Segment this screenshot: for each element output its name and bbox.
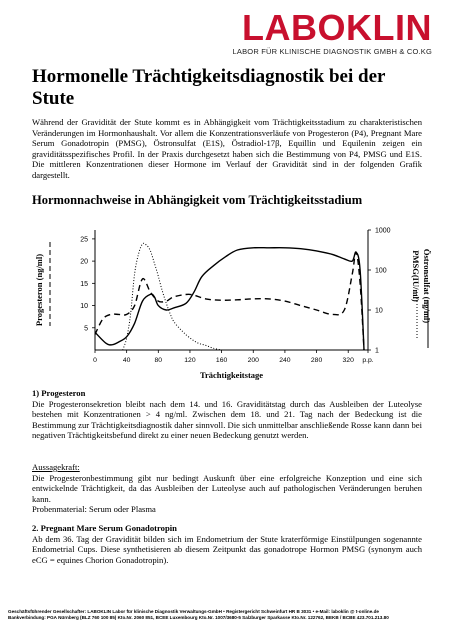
laboklin-logo (232, 7, 432, 56)
y-left-tick-label: 20 (80, 258, 88, 266)
y-left-tick-label: 5 (84, 325, 88, 333)
solid-series-line (95, 248, 364, 350)
pmsg-section (32, 523, 422, 565)
probenmaterial-text: Probenmaterial: Serum oder Plasma (32, 504, 156, 515)
progesteron-text: Die Progesteronsekretion bleibt nach dem 14. und 16. Graviditätstag durch das Ausbleiben der Luteolyse bestehen mit Konzentrationen > 4 ng/ml. Zwischen dem 18. und 21. Tag nach der Bedeckung ist die Bestimmung zur Trächtigkeitsdiagnostik daher sinnvoll. Die sich unmittelbar anschließende Rosse kann dann bei negativen Trächtigkeitsbefund direkt zu einer neuen Bedeckung genutzt werden. (32, 398, 422, 441)
aussagekraft-label: Aussagekraft: (32, 462, 80, 472)
page-title: Hormonelle Trächtigkeitsdiagnostik bei der Stute (32, 66, 386, 109)
y-right-tick-label: 1 (375, 347, 379, 355)
x-tick-label: 280 (310, 357, 323, 364)
x-tick-label: 200 (247, 357, 259, 364)
logo-subtitle: LABOR FÜR KLINISCHE DIAGNOSTIK GMBH & CO.KG (232, 47, 432, 56)
progesteron-heading: 1) Progesteron (32, 388, 86, 398)
y-right-tick-label: 10 (375, 307, 383, 315)
intro-paragraph: Während der Gravidität der Stute kommt es in Abhängigkeit vom Trächtigkeitsstadium zu charakteristischen Veränderungen im Hormonhaushalt. Vor allem die Konzentrationsverläufe von Progesteron (P4), Pregnant Mare Serum Gonadotropin (PMSG), Östronsulfat (E1S), Östradiol-17β, Equillin und Equilenin zeigen ein graviditätsspezifisches Profil. In der Praxis durchgesetzt haben sich die Bestimmung von P4, PMSG und E1S. Die mittleren Konzentrationen dieser Hormone im Verlauf der Gravidität sind in der folgenden Grafik dargestellt. (32, 117, 422, 180)
y-right-axis-title-1: Östronsulfat (ng/ml) (422, 248, 432, 324)
chart-section-heading: Hormonnachweise in Abhängigkeit vom Trächtigkeitsstadium (32, 193, 363, 207)
y-right-axis-title-2: PMSG(IU/ml) (411, 250, 421, 302)
y-left-axis-title: Progesteron (ng/ml) (34, 253, 44, 327)
page-footer (8, 609, 444, 621)
y-left-tick-label: 25 (80, 236, 88, 244)
x-tick-label: 320 (342, 357, 354, 364)
y-right-tick-label: 1000 (375, 227, 391, 235)
x-tick-label: 120 (184, 357, 196, 364)
aussagekraft-section (32, 462, 422, 515)
progesteron-section (32, 388, 422, 441)
x-axis-title: Trächtigkeitstage (199, 370, 264, 380)
x-tick-label: 0 (93, 357, 97, 364)
pmsg-text: Ab dem 36. Tag der Gravidität bilden sich im Endometrium der Stute kraterförmige Einstülpungen sogenannte Endometrial Cups. Diese synthetisieren ab diesem Zeitpunkt das gonadotrope Hormon PMSG (synonym auch eCG = equines Chorion Gonadotropin). (32, 533, 422, 565)
hormone-chart (0, 220, 452, 390)
footer-line-2: Bankverbindung: PGA Nürnberg (BLZ 760 100 85) Kto.Nr. 2060 851, BCEE Luxembourg Kto.Nr. 1007/3680-5 Salzburger Sparkasse Kto.Nr. 122762, BEKB / BCBE 423.701.213.80 (8, 615, 389, 620)
y-right-tick-label: 100 (375, 267, 387, 275)
x-tick-label: 160 (215, 357, 228, 364)
x-tick-label: 80 (154, 357, 163, 364)
y-left-tick-label: 10 (80, 303, 88, 311)
x-tick-label: p.p. (362, 357, 374, 364)
x-tick-label: 240 (279, 357, 291, 364)
x-tick-label: 40 (122, 357, 131, 364)
footer-line-1: Geschäftsführender Gesellschafter: LABOKLIN Labor für klinische Diagnostik Verwaltungs-GmbH • Registergericht Schweinfurt HR B 3031 • e-Mail: laboklin @ t-online.de (8, 609, 379, 614)
pmsg-heading: 2. Pregnant Mare Serum Gonadotropin (32, 523, 177, 533)
y-left-tick-label: 15 (80, 280, 88, 288)
aussagekraft-text: Die Progesteronbestimmung gibt nur bedingt Auskunft über eine erfolgreiche Konzeption und eine sich entwickelnde Trächtigkeit, da das Ausbleiben der Luteolyse auch auf pathologischen Veränderungen beruhen kann. (32, 472, 422, 504)
logo-wordmark: LABOKLIN (242, 7, 432, 48)
